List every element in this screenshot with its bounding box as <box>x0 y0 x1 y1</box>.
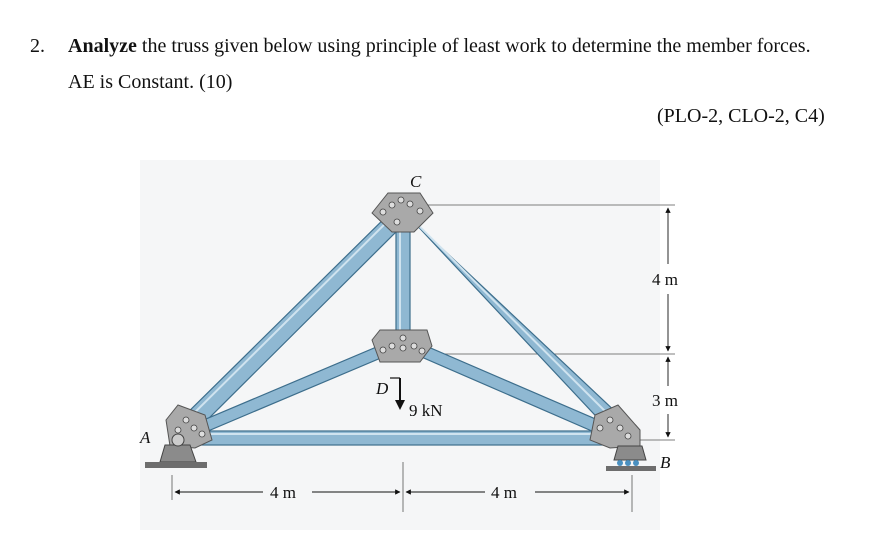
joint-label-a: A <box>140 428 151 447</box>
joint-label-d: D <box>376 379 389 398</box>
load-label: 9 kN <box>409 401 443 420</box>
joint-label-b: B <box>660 453 671 472</box>
dim-label-left: 4 m <box>270 483 296 502</box>
question-text: the truss given below using principle of least work to determine the member forces. <box>136 35 811 57</box>
plo-clo-tag: (PLO-2, CLO-2, C4) <box>657 105 825 127</box>
question-bold-verb: Analyze <box>68 35 137 57</box>
dim-label-lower: 3 m <box>652 391 678 410</box>
question-line-2: AE is Constant. (10) <box>68 71 233 93</box>
dim-label-right: 4 m <box>491 483 517 502</box>
question-number: 2. <box>30 35 45 57</box>
joint-label-c: C <box>410 172 422 191</box>
dim-label-upper: 4 m <box>652 270 678 289</box>
member-cd <box>396 215 410 335</box>
